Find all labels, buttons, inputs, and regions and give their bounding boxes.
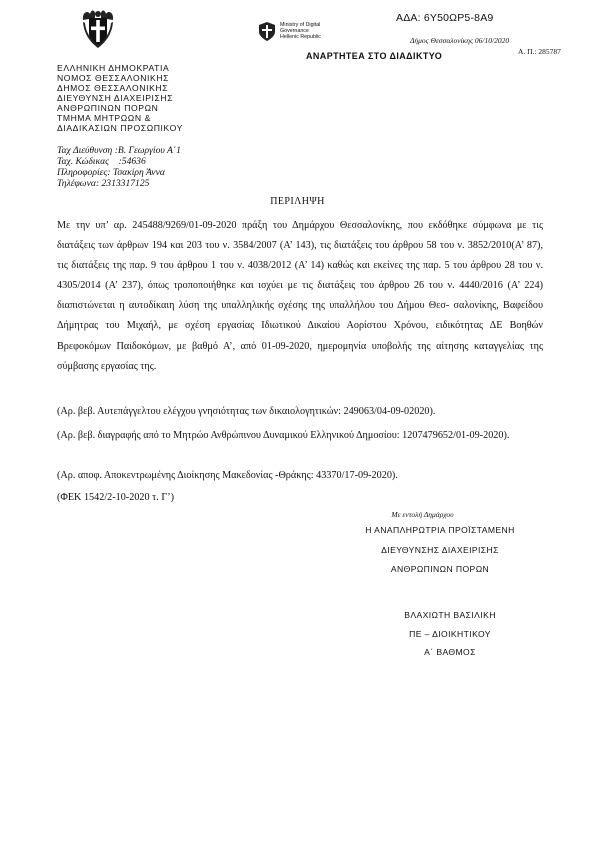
greek-coat-of-arms-icon [80, 8, 116, 50]
address-line: Ταχ Διεύθυνση :Β. Γεωργίου Α΄1 [57, 145, 181, 156]
ada-code: ΑΔΑ: 6Υ50ΩΡ5-8Α9 [396, 12, 494, 24]
contact-block [57, 145, 181, 189]
ministry-line: Ministry of Digital [280, 22, 321, 28]
authority-line: ΔΗΜΟΣ ΘΕΣΣΑΛΟΝΙΚΗΣ [57, 83, 169, 93]
authority-line: ΤΜΗΜΑ ΜΗΤΡΩΩΝ & [57, 113, 151, 123]
authority-line: ΝΟΜΟΣ ΘΕΣΣΑΛΟΝΙΚΗΣ [57, 73, 170, 83]
authority-line: ΔΙΑΔΙΚΑΣΙΩΝ ΠΡΟΣΩΠΙΚΟΥ [57, 123, 183, 133]
ministry-label [280, 22, 321, 40]
role-line: ΑΝΘΡΩΠΙΝΩΝ ΠΟΡΩΝ [390, 564, 490, 574]
reference-line: (Αρ. βεβ. Αυτεπάγγελτου ελέγχου γνησιότητας των δικαιολογητικών: 249063/04-09-02020). [57, 406, 436, 417]
protocol-number: Α. Π.: 285787 [518, 47, 561, 56]
info-line: Πληροφορίες: Τσακίρη Άννα [57, 167, 165, 178]
signing-date: Δήμος Θεσσαλονίκης 06/10/2020 [410, 36, 510, 45]
publish-note: ΑΝΑΡΤΗΤΕΑ ΣΤΟ ΔΙΑΔΙΚΤΥΟ [306, 51, 443, 61]
authority-line: ΑΝΘΡΩΠΙΝΩΝ ΠΟΡΩΝ [57, 103, 159, 113]
document-body: Με την υπ’ αρ. 245488/9269/01-09-2020 πράξη του Δημάρχου Θεσσαλονίκης, που εκδόθηκε σύμφωνα με τις διατάξεις των άρθρων 194 και 203 του ν. 3584/2007 (Α’ 143), τις διατάξεις του άρθρου 58 του ν. 3852/2010(Α’ 87), τις διατάξεις της παρ. 9 του άρθρου 1 του ν. 4038/2012 (Α’ 14) καθώς και εκείνες της παρ. 5 του άρθρου 28 του ν. 4305/2014 (Α’ 237), όπως τροποποιήθηκε και ισχύει με τις διατάξεις του άρθρου 26 του ν. 4440/2016 (Α’ 224) διαπιστώνεται η αυτοδίκαιη λύση της υπαλληλικής σχέσης της υπαλλήλου του Δήμου Θεσ- σαλονίκης, Βαφείδου Δήμητρας του Μιχαήλ, με σχέση εργασίας Ιδιωτικού Δικαίου Αορίστου Χρόνου, ειδικότητας ΔΕ Βοηθών Βρεφοκόμων Παιδοκόμων, με βαθμό Α’, από 01-09-2020, ημερομηνία υποβολής της αίτησης καταγγελίας της σύμβασης εργασίας της. [57, 220, 543, 372]
reference-line: (Αρ. βεβ. διαγραφής από το Μητρώο Ανθρώπινου Δυναμικού Ελληνικού Δημοσίου: 1207479652/01-09-2020). [57, 430, 510, 441]
role-line: Η ΑΝΑΠΛΗΡΩΤΡΙΑ ΠΡΟΪΣΤΑΜΕΝΗ [365, 525, 515, 535]
role-line: ΔΙΕΥΘΥΝΣΗΣ ΔΙΑΧΕΙΡΙΣΗΣ [381, 545, 499, 555]
authority-line: ΔΙΕΥΘΥΝΣΗ ΔΙΑΧΕΙΡΙΣΗΣ [57, 93, 174, 103]
reference-line: (Αρ. αποφ. Αποκεντρωμένης Διοίκησης Μακεδονίας -Θράκης: 43370/17-09-2020). [57, 470, 398, 481]
document-title: ΠΕΡΙΛΗΨΗ [270, 196, 325, 207]
order-note: Με εντολή Δημάρχου [391, 510, 454, 519]
name-line: Α΄ ΒΑΘΜΟΣ [424, 647, 476, 657]
reference-line: (ΦΕΚ 1542/2-10-2020 τ. Γ’) [57, 492, 175, 503]
authority-line: ΕΛΛΗΝΙΚΗ ΔΗΜΟΚΡΑΤΙΑ [57, 63, 170, 73]
name-line: ΠΕ – ΔΙΟΙΚΗΤΙΚΟΥ [409, 629, 491, 639]
name-line: ΒΛΑΧΙΩΤΗ ΒΑΣΙΛΙΚΗ [404, 610, 496, 620]
authority-block [57, 63, 183, 133]
phone-line: Τηλέφωνα: 2313317125 [57, 178, 150, 189]
digital-governance-logo-icon [258, 21, 276, 42]
ministry-line: Governance [280, 28, 309, 34]
ministry-line: Hellenic Republic [280, 34, 321, 40]
postcode-line: Ταχ. Κώδικας :54636 [57, 156, 146, 167]
